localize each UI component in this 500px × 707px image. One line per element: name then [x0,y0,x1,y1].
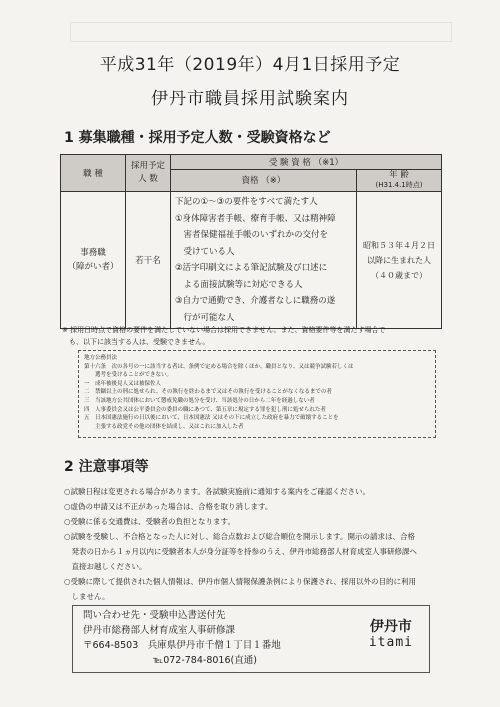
law-line: 一 成年被後見人又は被保佐人 [84,380,162,387]
itami-logo: 伊丹市 itami [368,619,413,650]
note-line: ○試験日程は変更される場合があります。各試験実施前に通知する案内をご確認ください。 [64,487,370,496]
req-line: 害者保健福祉手帳のいずれかの交付を [175,230,329,240]
req-line: ①身体障害者手帳、療育手帳、又は精神障 [175,213,336,224]
header-age: 年 齢 (H31.4.1時点) [357,169,442,191]
contact-line: 〒664-8503 兵庫県伊丹市千僧１丁目１番地 [83,640,281,651]
note-line: ○受験に係る交通費は、受験者の負担となります。 [64,517,235,526]
note-line: ○受験に際して提供された個人情報は、伊丹市個人情報保護条例により保護され、採用以外の目的に利用 [64,577,416,586]
contact-line: 問い合わせ先・受験申込書送付先 [83,610,226,621]
contact-line: 伊丹市総務部人材育成室人事研修課 [83,625,236,636]
law-line: 第十六条 次の各号の一に該当する者は、条例で定める場合を除くほか、職員となり、又は競争試験若しくは [84,363,354,370]
note-line: ○試験を受験し、不合格となった人に対し、総合点数および総合順位を開示します。開示の請求は、合格 [64,532,415,541]
notes-list [64,484,444,604]
title-date: 平成31年（2019年）4月1日採用予定 [99,55,401,75]
law-line: 五 日本国憲法施行の日以後において、日本国憲法 又はその下に成立した政府を暴力で破壊することを [84,415,339,422]
requirements-cell [171,192,357,329]
req-line: 受けている人 [175,246,235,257]
header-qualification-group: 受 験 資 格 （※1） [171,155,442,170]
law-line: 三 当該地方公共団体において懲戒免職の処分を受け、当該処分の日から二年を経過しない者 [84,397,315,404]
section-heading-1: 1 募集職種・採用予定人数・受験資格など [64,130,331,146]
header-qualification: 資格 （※） [171,169,357,191]
recruitment-table [60,154,442,329]
number-cell: 若干名 [126,192,171,329]
job-cell: 事務職 （障がい者） [61,192,126,329]
section-heading-2: 2 注意事項等 [64,459,149,475]
page-title: 伊丹市職員採用試験案内 [151,89,349,109]
req-line: 行が可能な人 [175,312,235,323]
note-line: 直接お越しください。 [64,562,147,571]
bleed-through-shadow [70,22,452,42]
law-line: 主張する政党その他の団体を結成し、又はこれに加入した者 [84,423,244,430]
law-line: 地方公務員法 [84,355,118,361]
law-line: 四 人事委員会又は公平委員会の委員の職にあつて、第五章に規定する罪を犯し刑に処せられた者 [84,406,326,413]
note-line: ○虚偽の申請又は不正があった場合は、合格を取り消します。 [64,502,273,511]
contact-line: ℡072-784-8016(直通) [153,655,257,666]
note-line: しません。 [64,592,110,601]
req-line: ②活字印刷文による筆記試験及び口述に [175,263,328,273]
law-line: 二 禁錮以上の刑に処せられ、その執行を終わるまで又はその執行を受けることがなくなるまでの者 [84,389,332,396]
req-line: ③自力で通勤でき、介護者なしに職務の遂 [175,296,336,306]
contact-box [72,605,430,673]
req-line: 下記の①〜③の要件をすべて満たす人 [175,197,318,207]
req-line: よる面接試験等に対応できる人 [175,279,303,290]
note-line: 発表の日から１ヵ月以内に受験者本人が身分証等を持参のうえ、伊丹市総務部人材育成室人事研修課へ [64,547,417,556]
qualification-note: ※ 採用日時点で資格の要件を満たしていない場合は採用できません。また、資格要件等を満たす場合で も、以下に該当する人は、受験できません。 [62,326,386,346]
header-number: 採用予定 人 数 [126,155,171,192]
law-excerpt-box [78,350,436,438]
age-cell: 昭和５３年４月２日 以降に生まれた人 （４０歳まで） [357,192,442,329]
header-job: 職 種 [61,155,126,192]
law-line: 選考を受けることができない。 [84,372,173,379]
